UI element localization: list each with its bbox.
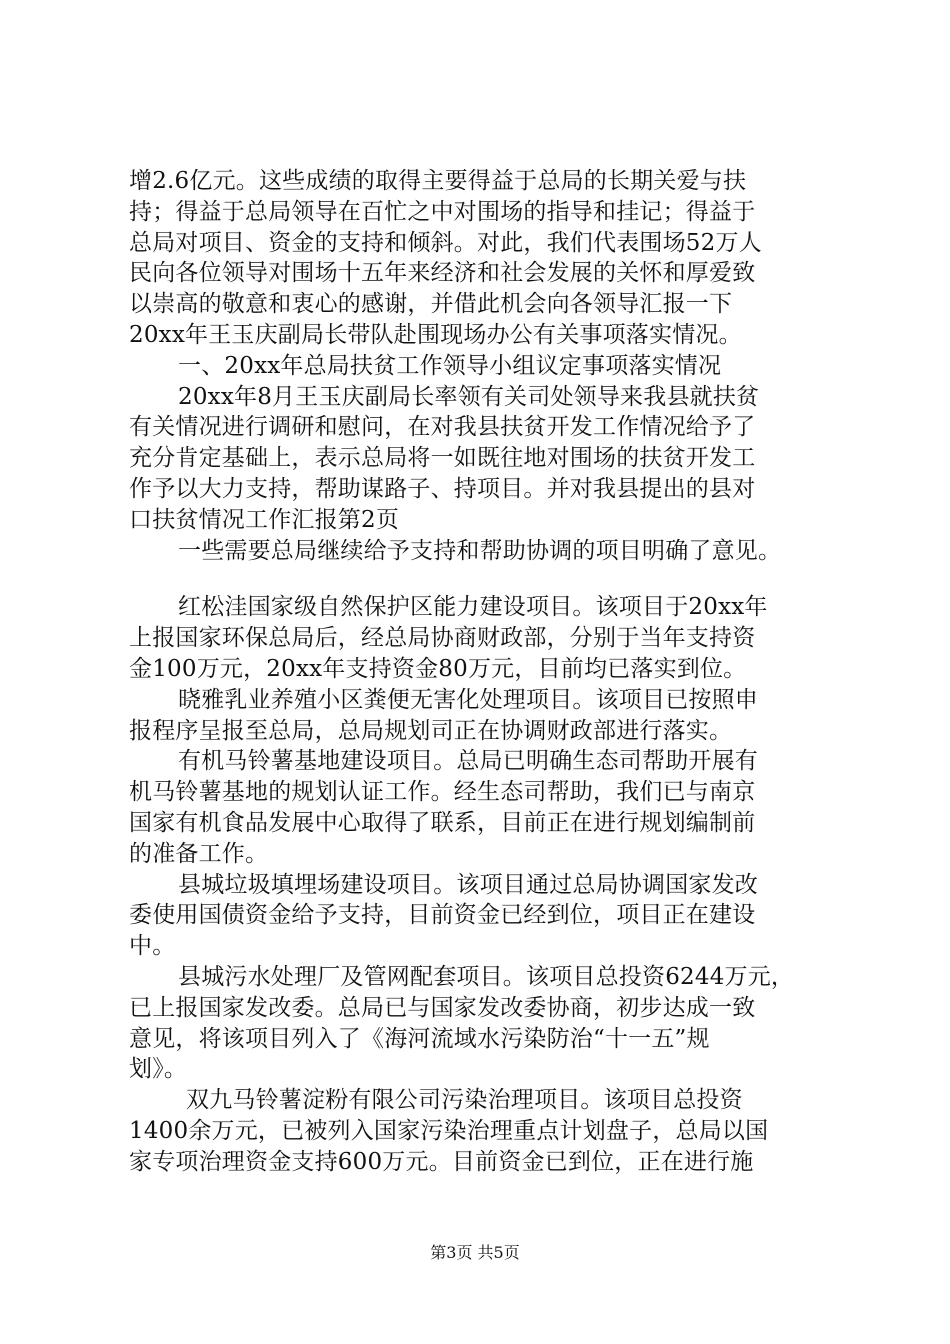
text-line: 作予以大力支持，帮助谋路子、持项目。并对我县提出的县对 (129, 476, 756, 502)
text-line: 报程序呈报至总局，总局规划司正在协调财政部进行落实。 (129, 718, 733, 744)
text-line: 一些需要总局继续给予支持和帮助协调的项目明确了意见。 (178, 538, 782, 564)
text-line: 有机马铃薯基地建设项目。总局已明确生态司帮助开展有 (178, 748, 758, 774)
text-line: 县城污水处理厂及管网配套项目。该项目总投资6244万元， (178, 964, 795, 990)
text-line: 有关情况进行调研和慰问，在对我县扶贫开发工作情况给予了 (129, 414, 756, 440)
text-line: 中。 (129, 933, 176, 959)
text-line: 的准备工作。 (129, 841, 269, 867)
text-line: 红松洼国家级自然保护区能力建设项目。该项目于20xx年 (178, 594, 768, 620)
text-line: 1400余万元，已被列入国家污染治理重点计划盘子，总局以国 (129, 1118, 769, 1144)
section-heading: 一、20xx年总局扶贫工作领导小组议定事项落实情况 (178, 353, 722, 379)
text-line: 充分肯定基础上，表示总局将一如既往地对围场的扶贫开发工 (129, 445, 756, 471)
text-line: 机马铃薯基地的规划认证工作。经生态司帮助，我们已与南京 (129, 779, 756, 805)
text-line: 家专项治理资金支持600万元。目前资金已到位，正在进行施 (129, 1149, 754, 1175)
text-line: 持；得益于总局领导在百忙之中对围场的指导和挂记；得益于 (129, 199, 756, 225)
text-line: 县城垃圾填埋场建设项目。该项目通过总局协调国家发改 (178, 872, 758, 898)
text-line: 晓雅乳业养殖小区粪便无害化处理项目。该项目已按照申 (178, 687, 758, 713)
text-line: 口扶贫情况工作汇报第2页 (129, 507, 400, 533)
text-line: 上报国家环保总局后，经总局协商财政部，分别于当年支持资 (129, 625, 756, 651)
text-line: 委使用国债资金给予支持，目前资金已经到位，项目正在建设 (129, 902, 756, 928)
text-line: 增2.6亿元。这些成绩的取得主要得益于总局的长期关爱与扶 (129, 168, 747, 194)
text-line: 划》。 (129, 1056, 188, 1082)
text-line: 金100万元，20xx年支持资金80万元，目前均已落实到位。 (129, 656, 747, 682)
text-line: 20xx年王玉庆副局长带队赴围现场办公有关事项落实情况。 (129, 322, 742, 348)
text-line: 以崇高的敬意和衷心的感谢，并借此机会向各领导汇报一下 (129, 291, 733, 317)
text-line: 总局对项目、资金的支持和倾斜。对此，我们代表围场52万人 (129, 230, 762, 256)
text-line: 双九马铃薯淀粉有限公司污染治理项目。该项目总投资 (186, 1087, 743, 1113)
text-line: 已上报国家发改委。总局已与国家发改委协商，初步达成一致 (129, 995, 756, 1021)
text-line: 民向各位领导对围场十五年来经济和社会发展的关怀和厚爱致 (129, 260, 756, 286)
page-footer: 第3页 共5页 (430, 1243, 520, 1262)
text-line: 20xx年8月王玉庆副局长率领有关司处领导来我县就扶贫 (178, 384, 760, 410)
text-line: 国家有机食品发展中心取得了联系，目前正在进行规划编制前 (129, 810, 756, 836)
text-line: 意见，将该项目列入了《海河流域水污染防治“十一五”规 (129, 1026, 710, 1052)
